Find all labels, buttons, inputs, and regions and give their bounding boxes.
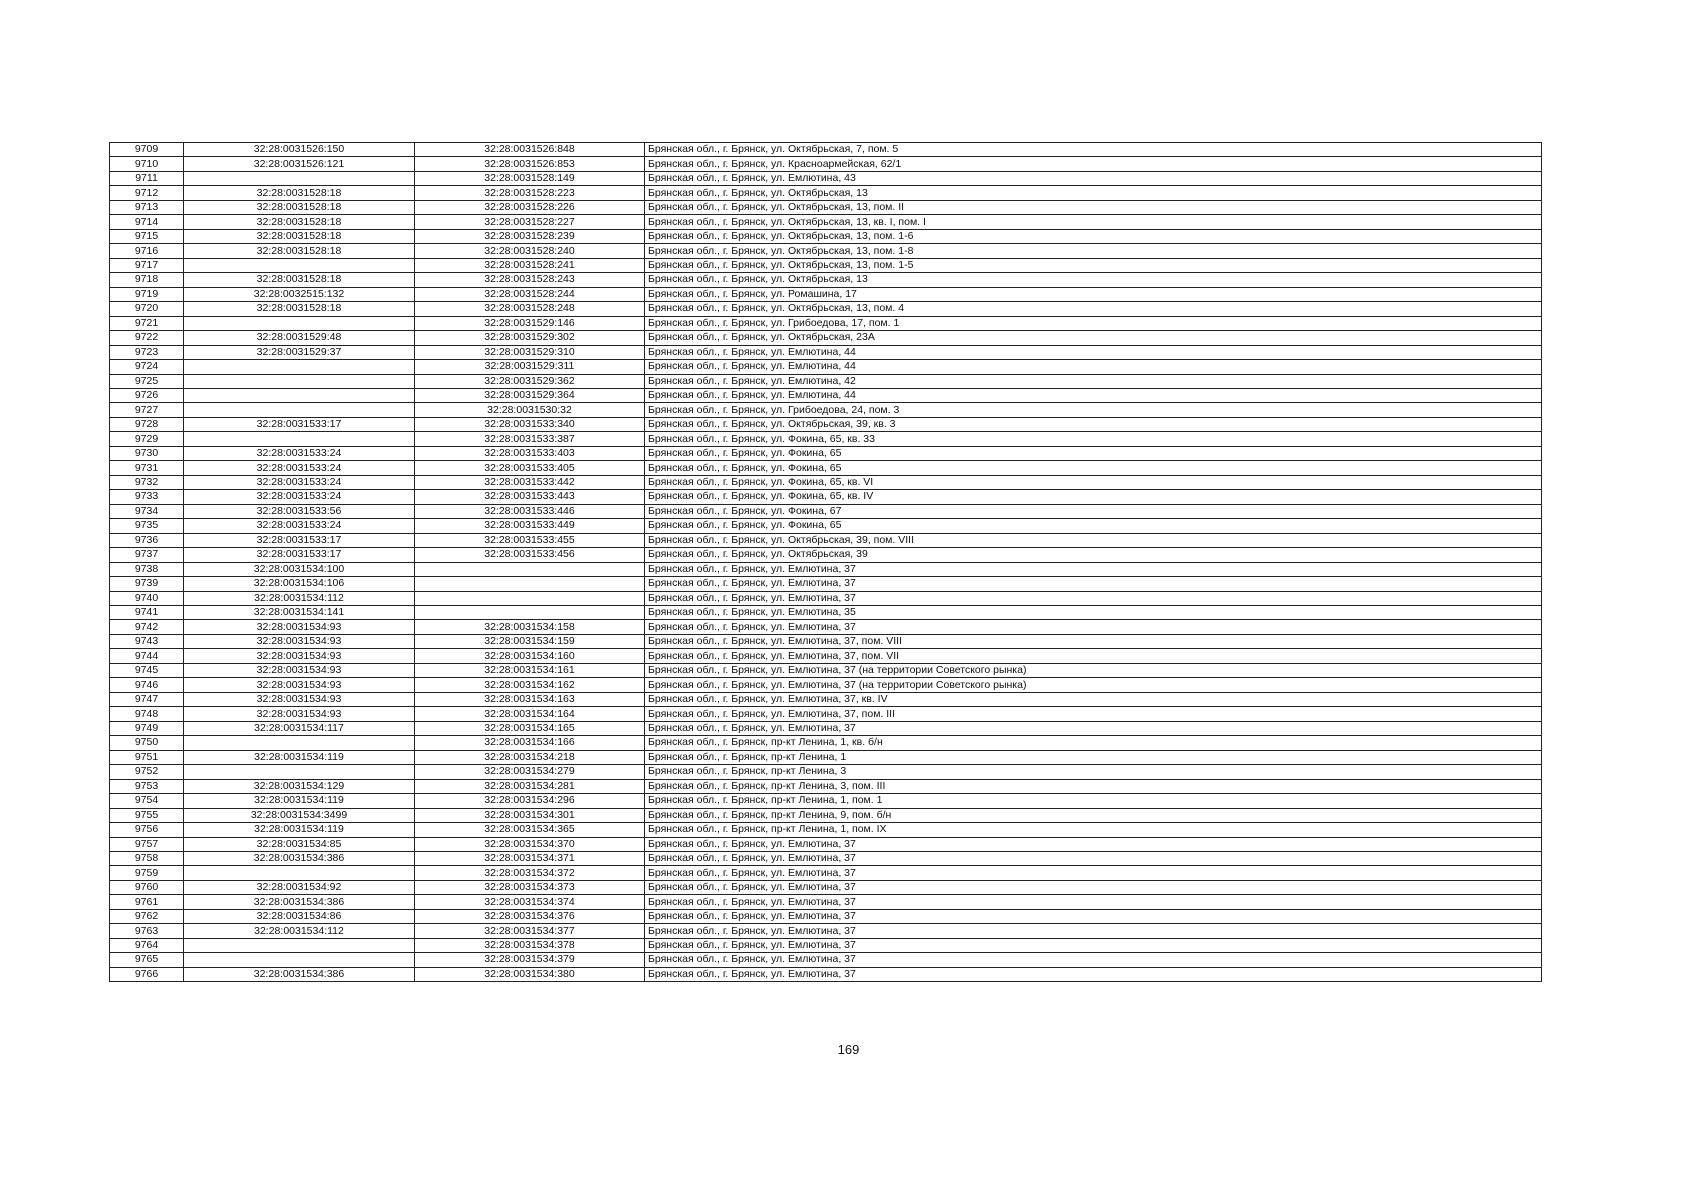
- row-number-cell: 9753: [110, 779, 184, 793]
- row-number-cell: 9731: [110, 461, 184, 475]
- row-number-cell: 9761: [110, 895, 184, 909]
- object-cadastral-number-cell: 32:28:0031528:248: [415, 302, 645, 316]
- address-cell: Брянская обл., г. Брянск, ул. Емлютина, 37, кв. IV: [645, 692, 1542, 706]
- row-number-cell: 9709: [110, 143, 184, 157]
- row-number-cell: 9735: [110, 519, 184, 533]
- row-number-cell: 9711: [110, 171, 184, 185]
- address-cell: Брянская обл., г. Брянск, ул. Октябрьская, 13, кв. I, пом. I: [645, 215, 1542, 229]
- address-cell: Брянская обл., г. Брянск, ул. Емлютина, 37: [645, 591, 1542, 605]
- table-row: [110, 634, 1542, 648]
- address-cell: Брянская обл., г. Брянск, ул. Фокина, 65, кв. 33: [645, 432, 1542, 446]
- table-row: [110, 967, 1542, 981]
- object-cadastral-number-cell: 32:28:0031534:218: [415, 750, 645, 764]
- object-cadastral-number-cell: 32:28:0031528:227: [415, 215, 645, 229]
- row-number-cell: 9736: [110, 533, 184, 547]
- table-row: [110, 620, 1542, 634]
- object-cadastral-number-cell: 32:28:0031534:165: [415, 721, 645, 735]
- row-number-cell: 9745: [110, 663, 184, 677]
- parcel-cadastral-number-cell: 32:28:0031528:18: [184, 273, 415, 287]
- row-number-cell: 9755: [110, 808, 184, 822]
- object-cadastral-number-cell: 32:28:0031533:446: [415, 504, 645, 518]
- object-cadastral-number-cell: 32:28:0031534:166: [415, 736, 645, 750]
- parcel-cadastral-number-cell: 32:28:0031534:85: [184, 837, 415, 851]
- address-cell: Брянская обл., г. Брянск, ул. Октябрьская, 13, пом. II: [645, 200, 1542, 214]
- row-number-cell: 9757: [110, 837, 184, 851]
- object-cadastral-number-cell: 32:28:0031534:377: [415, 924, 645, 938]
- row-number-cell: 9737: [110, 548, 184, 562]
- table-row: [110, 287, 1542, 301]
- parcel-cadastral-number-cell: 32:28:0031534:141: [184, 606, 415, 620]
- address-cell: Брянская обл., г. Брянск, ул. Октябрьская, 39, кв. 3: [645, 417, 1542, 431]
- row-number-cell: 9712: [110, 186, 184, 200]
- address-cell: Брянская обл., г. Брянск, ул. Октябрьская, 7, пом. 5: [645, 143, 1542, 157]
- parcel-cadastral-number-cell: [184, 866, 415, 880]
- table-row: [110, 244, 1542, 258]
- parcel-cadastral-number-cell: 32:28:0031534:100: [184, 562, 415, 576]
- table-row: [110, 692, 1542, 706]
- row-number-cell: 9730: [110, 446, 184, 460]
- parcel-cadastral-number-cell: 32:28:0031534:386: [184, 967, 415, 981]
- parcel-cadastral-number-cell: 32:28:0031534:112: [184, 924, 415, 938]
- address-cell: Брянская обл., г. Брянск, ул. Емлютина, 37: [645, 967, 1542, 981]
- object-cadastral-number-cell: [415, 606, 645, 620]
- address-cell: Брянская обл., г. Брянск, ул. Емлютина, 37: [645, 620, 1542, 634]
- table-row: [110, 678, 1542, 692]
- parcel-cadastral-number-cell: 32:28:0031529:48: [184, 331, 415, 345]
- row-number-cell: 9722: [110, 331, 184, 345]
- row-number-cell: 9718: [110, 273, 184, 287]
- row-number-cell: 9733: [110, 490, 184, 504]
- row-number-cell: 9729: [110, 432, 184, 446]
- object-cadastral-number-cell: 32:28:0031534:160: [415, 649, 645, 663]
- page-number: 169: [837, 1042, 860, 1057]
- row-number-cell: 9710: [110, 157, 184, 171]
- parcel-cadastral-number-cell: 32:28:0031533:24: [184, 490, 415, 504]
- object-cadastral-number-cell: [415, 562, 645, 576]
- row-number-cell: 9746: [110, 678, 184, 692]
- row-number-cell: 9726: [110, 388, 184, 402]
- address-cell: Брянская обл., г. Брянск, ул. Фокина, 65, кв. VI: [645, 475, 1542, 489]
- object-cadastral-number-cell: 32:28:0031528:243: [415, 273, 645, 287]
- address-cell: Брянская обл., г. Брянск, ул. Емлютина, 37: [645, 562, 1542, 576]
- address-cell: Брянская обл., г. Брянск, ул. Емлютина, 37: [645, 880, 1542, 894]
- parcel-cadastral-number-cell: 32:28:0031533:56: [184, 504, 415, 518]
- row-number-cell: 9728: [110, 417, 184, 431]
- row-number-cell: 9713: [110, 200, 184, 214]
- table-row: [110, 851, 1542, 865]
- object-cadastral-number-cell: 32:28:0031534:370: [415, 837, 645, 851]
- table-row: [110, 490, 1542, 504]
- address-cell: Брянская обл., г. Брянск, пр-кт Ленина, 1, кв. б/н: [645, 736, 1542, 750]
- object-cadastral-number-cell: 32:28:0031534:301: [415, 808, 645, 822]
- address-cell: Брянская обл., г. Брянск, пр-кт Ленина, 9, пом. б/н: [645, 808, 1542, 822]
- row-number-cell: 9756: [110, 823, 184, 837]
- parcel-cadastral-number-cell: 32:28:0031533:24: [184, 446, 415, 460]
- table-row: [110, 837, 1542, 851]
- object-cadastral-number-cell: 32:28:0031534:376: [415, 909, 645, 923]
- row-number-cell: 9759: [110, 866, 184, 880]
- address-cell: Брянская обл., г. Брянск, ул. Емлютина, 37: [645, 895, 1542, 909]
- object-cadastral-number-cell: 32:28:0031534:162: [415, 678, 645, 692]
- row-number-cell: 9721: [110, 316, 184, 330]
- object-cadastral-number-cell: 32:28:0031529:362: [415, 374, 645, 388]
- parcel-cadastral-number-cell: 32:28:0031534:92: [184, 880, 415, 894]
- object-cadastral-number-cell: 32:28:0031534:158: [415, 620, 645, 634]
- address-cell: Брянская обл., г. Брянск, ул. Октябрьская, 13, пом. 4: [645, 302, 1542, 316]
- address-cell: Брянская обл., г. Брянск, ул. Грибоедова, 17, пом. 1: [645, 316, 1542, 330]
- object-cadastral-number-cell: 32:28:0031528:223: [415, 186, 645, 200]
- row-number-cell: 9724: [110, 360, 184, 374]
- row-number-cell: 9764: [110, 938, 184, 952]
- object-cadastral-number-cell: 32:28:0031533:449: [415, 519, 645, 533]
- parcel-cadastral-number-cell: 32:28:0031534:386: [184, 851, 415, 865]
- parcel-cadastral-number-cell: 32:28:0031533:17: [184, 533, 415, 547]
- parcel-cadastral-number-cell: 32:28:0031534:119: [184, 823, 415, 837]
- parcel-cadastral-number-cell: 32:28:0031534:117: [184, 721, 415, 735]
- parcel-cadastral-number-cell: [184, 374, 415, 388]
- object-cadastral-number-cell: 32:28:0031528:226: [415, 200, 645, 214]
- address-cell: Брянская обл., г. Брянск, ул. Октябрьская, 13, пом. 1-5: [645, 258, 1542, 272]
- parcel-cadastral-number-cell: 32:28:0031534:93: [184, 692, 415, 706]
- table-body: [110, 143, 1542, 982]
- parcel-cadastral-number-cell: 32:28:0031533:17: [184, 548, 415, 562]
- parcel-cadastral-number-cell: [184, 403, 415, 417]
- table-row: [110, 880, 1542, 894]
- table-row: [110, 606, 1542, 620]
- address-cell: Брянская обл., г. Брянск, ул. Емлютина, 35: [645, 606, 1542, 620]
- object-cadastral-number-cell: 32:28:0031534:159: [415, 634, 645, 648]
- address-cell: Брянская обл., г. Брянск, пр-кт Ленина, 1, пом. IX: [645, 823, 1542, 837]
- address-cell: Брянская обл., г. Брянск, ул. Емлютина, 37: [645, 909, 1542, 923]
- parcel-cadastral-number-cell: 32:28:0031526:121: [184, 157, 415, 171]
- table-row: [110, 721, 1542, 735]
- address-cell: Брянская обл., г. Брянск, ул. Фокина, 65: [645, 446, 1542, 460]
- parcel-cadastral-number-cell: 32:28:0031528:18: [184, 215, 415, 229]
- table-row: [110, 374, 1542, 388]
- address-cell: Брянская обл., г. Брянск, ул. Емлютина, 37: [645, 866, 1542, 880]
- row-number-cell: 9741: [110, 606, 184, 620]
- address-cell: Брянская обл., г. Брянск, ул. Фокина, 65, кв. IV: [645, 490, 1542, 504]
- table-row: [110, 938, 1542, 952]
- address-cell: Брянская обл., г. Брянск, ул. Октябрьская, 13, пом. 1-8: [645, 244, 1542, 258]
- table-row: [110, 143, 1542, 157]
- table-row: [110, 446, 1542, 460]
- table-row: [110, 953, 1542, 967]
- object-cadastral-number-cell: 32:28:0031534:163: [415, 692, 645, 706]
- table-row: [110, 403, 1542, 417]
- row-number-cell: 9714: [110, 215, 184, 229]
- address-cell: Брянская обл., г. Брянск, пр-кт Ленина, 1, пом. 1: [645, 794, 1542, 808]
- address-cell: Брянская обл., г. Брянск, ул. Октябрьская, 23А: [645, 331, 1542, 345]
- parcel-cadastral-number-cell: [184, 432, 415, 446]
- address-cell: Брянская обл., г. Брянск, ул. Фокина, 65: [645, 461, 1542, 475]
- parcel-cadastral-number-cell: 32:28:0031528:18: [184, 200, 415, 214]
- object-cadastral-number-cell: 32:28:0031534:378: [415, 938, 645, 952]
- row-number-cell: 9742: [110, 620, 184, 634]
- table-row: [110, 707, 1542, 721]
- table-row: [110, 519, 1542, 533]
- table-row: [110, 562, 1542, 576]
- address-cell: Брянская обл., г. Брянск, ул. Емлютина, 42: [645, 374, 1542, 388]
- table-row: [110, 360, 1542, 374]
- parcel-cadastral-number-cell: 32:28:0032515:132: [184, 287, 415, 301]
- object-cadastral-number-cell: 32:28:0031529:311: [415, 360, 645, 374]
- table-row: [110, 388, 1542, 402]
- table-row: [110, 316, 1542, 330]
- object-cadastral-number-cell: 32:28:0031534:380: [415, 967, 645, 981]
- address-cell: Брянская обл., г. Брянск, ул. Емлютина, 37, пом. VIII: [645, 634, 1542, 648]
- table-row: [110, 808, 1542, 822]
- table-row: [110, 779, 1542, 793]
- parcel-cadastral-number-cell: 32:28:0031534:93: [184, 634, 415, 648]
- table-row: [110, 432, 1542, 446]
- table-row: [110, 649, 1542, 663]
- row-number-cell: 9752: [110, 765, 184, 779]
- row-number-cell: 9727: [110, 403, 184, 417]
- object-cadastral-number-cell: 32:28:0031529:146: [415, 316, 645, 330]
- parcel-cadastral-number-cell: 32:28:0031533:17: [184, 417, 415, 431]
- table-row: [110, 171, 1542, 185]
- table-row: [110, 794, 1542, 808]
- object-cadastral-number-cell: 32:28:0031528:241: [415, 258, 645, 272]
- object-cadastral-number-cell: 32:28:0031526:848: [415, 143, 645, 157]
- parcel-cadastral-number-cell: 32:28:0031534:119: [184, 750, 415, 764]
- parcel-cadastral-number-cell: 32:28:0031534:119: [184, 794, 415, 808]
- table-row: [110, 475, 1542, 489]
- address-cell: Брянская обл., г. Брянск, ул. Октябрьская, 39: [645, 548, 1542, 562]
- table-row: [110, 924, 1542, 938]
- address-cell: Брянская обл., г. Брянск, ул. Октябрьская, 39, пом. VIII: [645, 533, 1542, 547]
- address-cell: Брянская обл., г. Брянск, ул. Емлютина, 44: [645, 345, 1542, 359]
- address-cell: Брянская обл., г. Брянск, ул. Емлютина, 37: [645, 851, 1542, 865]
- table-row: [110, 533, 1542, 547]
- parcel-cadastral-number-cell: [184, 388, 415, 402]
- parcel-cadastral-number-cell: 32:28:0031534:129: [184, 779, 415, 793]
- row-number-cell: 9739: [110, 577, 184, 591]
- address-cell: Брянская обл., г. Брянск, ул. Емлютина, 37: [645, 938, 1542, 952]
- row-number-cell: 9740: [110, 591, 184, 605]
- object-cadastral-number-cell: 32:28:0031533:455: [415, 533, 645, 547]
- object-cadastral-number-cell: 32:28:0031533:443: [415, 490, 645, 504]
- object-cadastral-number-cell: [415, 591, 645, 605]
- object-cadastral-number-cell: 32:28:0031534:371: [415, 851, 645, 865]
- address-cell: Брянская обл., г. Брянск, ул. Емлютина, 44: [645, 360, 1542, 374]
- object-cadastral-number-cell: 32:28:0031534:373: [415, 880, 645, 894]
- row-number-cell: 9748: [110, 707, 184, 721]
- parcel-cadastral-number-cell: 32:28:0031534:86: [184, 909, 415, 923]
- table-row: [110, 504, 1542, 518]
- table-row: [110, 866, 1542, 880]
- address-cell: Брянская обл., г. Брянск, пр-кт Ленина, 1: [645, 750, 1542, 764]
- table-row: [110, 273, 1542, 287]
- object-cadastral-number-cell: 32:28:0031534:281: [415, 779, 645, 793]
- row-number-cell: 9763: [110, 924, 184, 938]
- object-cadastral-number-cell: 32:28:0031533:405: [415, 461, 645, 475]
- parcel-cadastral-number-cell: 32:28:0031529:37: [184, 345, 415, 359]
- parcel-cadastral-number-cell: [184, 171, 415, 185]
- row-number-cell: 9747: [110, 692, 184, 706]
- parcel-cadastral-number-cell: 32:28:0031528:18: [184, 186, 415, 200]
- parcel-cadastral-number-cell: 32:28:0031534:386: [184, 895, 415, 909]
- address-cell: Брянская обл., г. Брянск, ул. Емлютина, 37 (на территории Советского рынка): [645, 663, 1542, 677]
- address-cell: Брянская обл., г. Брянск, ул. Емлютина, 37: [645, 953, 1542, 967]
- table-row: [110, 591, 1542, 605]
- table-row: [110, 186, 1542, 200]
- object-cadastral-number-cell: 32:28:0031534:161: [415, 663, 645, 677]
- table-row: [110, 302, 1542, 316]
- parcel-cadastral-number-cell: 32:28:0031528:18: [184, 229, 415, 243]
- object-cadastral-number-cell: 32:28:0031529:310: [415, 345, 645, 359]
- parcel-cadastral-number-cell: 32:28:0031528:18: [184, 244, 415, 258]
- parcel-cadastral-number-cell: 32:28:0031526:150: [184, 143, 415, 157]
- address-cell: Брянская обл., г. Брянск, ул. Емлютина, 37, пом. VII: [645, 649, 1542, 663]
- row-number-cell: 9719: [110, 287, 184, 301]
- row-number-cell: 9717: [110, 258, 184, 272]
- address-cell: Брянская обл., г. Брянск, ул. Емлютина, 37: [645, 577, 1542, 591]
- table-row: [110, 765, 1542, 779]
- parcel-cadastral-number-cell: 32:28:0031534:112: [184, 591, 415, 605]
- parcel-cadastral-number-cell: [184, 953, 415, 967]
- object-cadastral-number-cell: 32:28:0031534:374: [415, 895, 645, 909]
- row-number-cell: 9751: [110, 750, 184, 764]
- address-cell: Брянская обл., г. Брянск, ул. Фокина, 67: [645, 504, 1542, 518]
- row-number-cell: 9725: [110, 374, 184, 388]
- table-row: [110, 331, 1542, 345]
- table-row: [110, 215, 1542, 229]
- parcel-cadastral-number-cell: 32:28:0031534:93: [184, 649, 415, 663]
- address-cell: Брянская обл., г. Брянск, ул. Емлютина, 43: [645, 171, 1542, 185]
- row-number-cell: 9744: [110, 649, 184, 663]
- row-number-cell: 9723: [110, 345, 184, 359]
- row-number-cell: 9732: [110, 475, 184, 489]
- object-cadastral-number-cell: 32:28:0031534:296: [415, 794, 645, 808]
- address-cell: Брянская обл., г. Брянск, ул. Емлютина, 37 (на территории Советского рынка): [645, 678, 1542, 692]
- row-number-cell: 9743: [110, 634, 184, 648]
- parcel-cadastral-number-cell: 32:28:0031533:24: [184, 475, 415, 489]
- address-cell: Брянская обл., г. Брянск, пр-кт Ленина, 3, пом. III: [645, 779, 1542, 793]
- object-cadastral-number-cell: 32:28:0031533:403: [415, 446, 645, 460]
- object-cadastral-number-cell: 32:28:0031530:32: [415, 403, 645, 417]
- object-cadastral-number-cell: 32:28:0031533:340: [415, 417, 645, 431]
- object-cadastral-number-cell: 32:28:0031533:442: [415, 475, 645, 489]
- object-cadastral-number-cell: 32:28:0031526:853: [415, 157, 645, 171]
- object-cadastral-number-cell: 32:28:0031534:372: [415, 866, 645, 880]
- object-cadastral-number-cell: 32:28:0031534:365: [415, 823, 645, 837]
- object-cadastral-number-cell: 32:28:0031534:279: [415, 765, 645, 779]
- address-cell: Брянская обл., г. Брянск, ул. Емлютина, 37, пом. III: [645, 707, 1542, 721]
- table-row: [110, 200, 1542, 214]
- row-number-cell: 9754: [110, 794, 184, 808]
- address-cell: Брянская обл., г. Брянск, ул. Октябрьская, 13: [645, 273, 1542, 287]
- object-cadastral-number-cell: 32:28:0031529:364: [415, 388, 645, 402]
- table-row: [110, 750, 1542, 764]
- table-row: [110, 663, 1542, 677]
- object-cadastral-number-cell: 32:28:0031533:456: [415, 548, 645, 562]
- parcel-cadastral-number-cell: 32:28:0031534:93: [184, 663, 415, 677]
- parcel-cadastral-number-cell: 32:28:0031534:93: [184, 620, 415, 634]
- object-cadastral-number-cell: 32:28:0031528:240: [415, 244, 645, 258]
- row-number-cell: 9765: [110, 953, 184, 967]
- table-row: [110, 229, 1542, 243]
- property-register-table: [109, 142, 1542, 982]
- parcel-cadastral-number-cell: [184, 316, 415, 330]
- object-cadastral-number-cell: 32:28:0031529:302: [415, 331, 645, 345]
- parcel-cadastral-number-cell: 32:28:0031533:24: [184, 519, 415, 533]
- parcel-cadastral-number-cell: 32:28:0031534:3499: [184, 808, 415, 822]
- parcel-cadastral-number-cell: [184, 765, 415, 779]
- parcel-cadastral-number-cell: 32:28:0031534:106: [184, 577, 415, 591]
- parcel-cadastral-number-cell: 32:28:0031534:93: [184, 707, 415, 721]
- address-cell: Брянская обл., г. Брянск, ул. Красноармейская, 62/1: [645, 157, 1542, 171]
- address-cell: Брянская обл., г. Брянск, пр-кт Ленина, 3: [645, 765, 1542, 779]
- table-row: [110, 577, 1542, 591]
- row-number-cell: 9734: [110, 504, 184, 518]
- parcel-cadastral-number-cell: 32:28:0031528:18: [184, 302, 415, 316]
- row-number-cell: 9720: [110, 302, 184, 316]
- object-cadastral-number-cell: 32:28:0031534:164: [415, 707, 645, 721]
- parcel-cadastral-number-cell: [184, 258, 415, 272]
- table-row: [110, 461, 1542, 475]
- object-cadastral-number-cell: 32:28:0031534:379: [415, 953, 645, 967]
- object-cadastral-number-cell: 32:28:0031528:239: [415, 229, 645, 243]
- object-cadastral-number-cell: 32:28:0031528:149: [415, 171, 645, 185]
- row-number-cell: 9762: [110, 909, 184, 923]
- row-number-cell: 9750: [110, 736, 184, 750]
- address-cell: Брянская обл., г. Брянск, ул. Октябрьская, 13, пом. 1-6: [645, 229, 1542, 243]
- row-number-cell: 9749: [110, 721, 184, 735]
- row-number-cell: 9760: [110, 880, 184, 894]
- table-row: [110, 258, 1542, 272]
- parcel-cadastral-number-cell: 32:28:0031534:93: [184, 678, 415, 692]
- parcel-cadastral-number-cell: [184, 360, 415, 374]
- table-row: [110, 417, 1542, 431]
- row-number-cell: 9766: [110, 967, 184, 981]
- table-row: [110, 823, 1542, 837]
- address-cell: Брянская обл., г. Брянск, ул. Грибоедова, 24, пом. 3: [645, 403, 1542, 417]
- address-cell: Брянская обл., г. Брянск, ул. Ромашина, 17: [645, 287, 1542, 301]
- object-cadastral-number-cell: 32:28:0031528:244: [415, 287, 645, 301]
- address-cell: Брянская обл., г. Брянск, ул. Емлютина, 37: [645, 837, 1542, 851]
- parcel-cadastral-number-cell: 32:28:0031533:24: [184, 461, 415, 475]
- address-cell: Брянская обл., г. Брянск, ул. Емлютина, 37: [645, 721, 1542, 735]
- address-cell: Брянская обл., г. Брянск, ул. Емлютина, 44: [645, 388, 1542, 402]
- object-cadastral-number-cell: [415, 577, 645, 591]
- row-number-cell: 9758: [110, 851, 184, 865]
- parcel-cadastral-number-cell: [184, 736, 415, 750]
- table-row: [110, 157, 1542, 171]
- table-row: [110, 345, 1542, 359]
- table-row: [110, 548, 1542, 562]
- table-row: [110, 895, 1542, 909]
- table-row: [110, 736, 1542, 750]
- address-cell: Брянская обл., г. Брянск, ул. Октябрьская, 13: [645, 186, 1542, 200]
- row-number-cell: 9715: [110, 229, 184, 243]
- row-number-cell: 9716: [110, 244, 184, 258]
- object-cadastral-number-cell: 32:28:0031533:387: [415, 432, 645, 446]
- parcel-cadastral-number-cell: [184, 938, 415, 952]
- row-number-cell: 9738: [110, 562, 184, 576]
- table-row: [110, 909, 1542, 923]
- address-cell: Брянская обл., г. Брянск, ул. Емлютина, 37: [645, 924, 1542, 938]
- address-cell: Брянская обл., г. Брянск, ул. Фокина, 65: [645, 519, 1542, 533]
